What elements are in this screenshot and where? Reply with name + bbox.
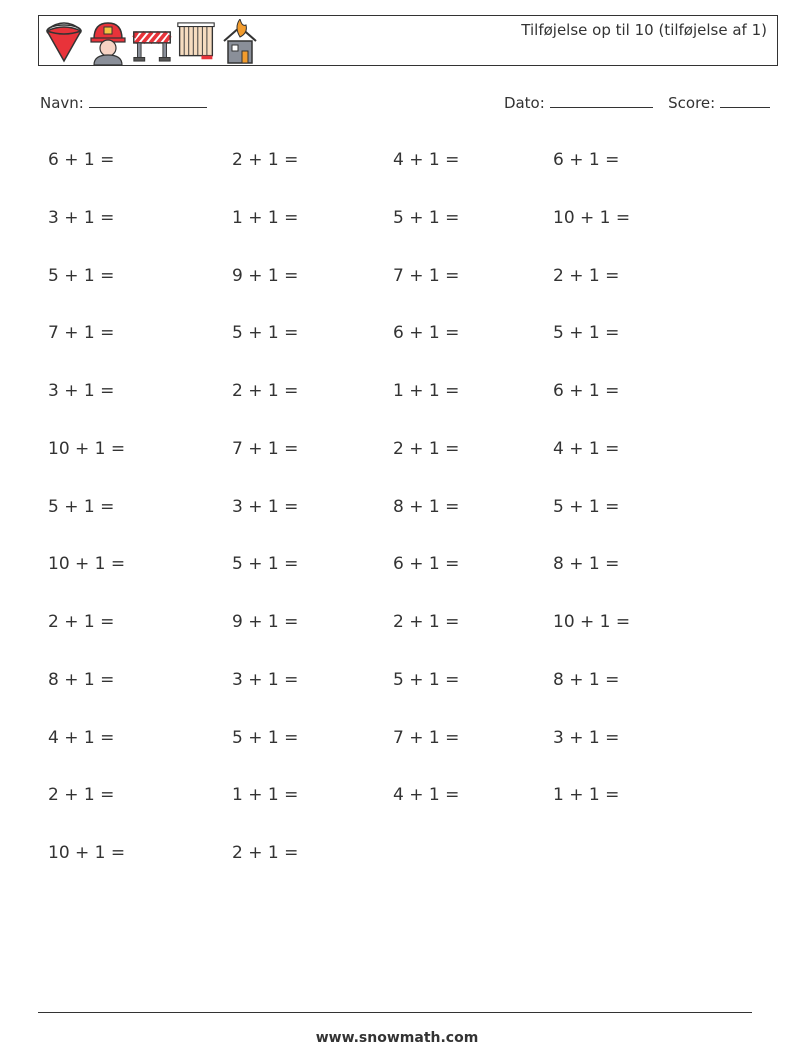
footer-url: www.snowmath.com	[315, 1030, 479, 1046]
problem-item: 2 + 1 =	[48, 785, 115, 806]
score-label: Score:	[668, 94, 716, 112]
problem-item: 2 + 1 =	[232, 843, 299, 863]
problem-item: 2 + 1 =	[232, 381, 299, 401]
header-icons	[44, 19, 260, 65]
problem-item: 7 + 1 =	[393, 727, 460, 748]
date-blank[interactable]	[550, 93, 653, 108]
name-field	[40, 93, 207, 112]
problem-item: 5 + 1 =	[232, 554, 299, 575]
problem-item: 6 + 1 =	[553, 150, 620, 170]
name-label: Navn:	[40, 94, 84, 112]
fire-bucket-icon	[44, 19, 84, 65]
problem-item: 3 + 1 =	[553, 727, 620, 748]
road-barrier-icon	[132, 19, 172, 65]
burning-house-icon	[220, 19, 260, 65]
worksheet-title: Tilføjelse op til 10 (tilføjelse af 1)	[521, 21, 767, 39]
problem-item: 3 + 1 =	[48, 207, 115, 228]
problem-item: 1 + 1 =	[232, 785, 299, 806]
problem-item: 8 + 1 =	[553, 669, 620, 690]
fire-hose-icon	[176, 19, 216, 65]
problem-item: 5 + 1 =	[553, 496, 620, 517]
problem-item: 5 + 1 =	[48, 496, 115, 517]
problem-item: 3 + 1 =	[232, 669, 299, 690]
score-blank[interactable]	[720, 93, 770, 108]
problem-item: 2 + 1 =	[553, 265, 620, 286]
problem-item: 2 + 1 =	[393, 438, 460, 459]
problem-item: 2 + 1 =	[232, 150, 299, 170]
problem-item: 3 + 1 =	[232, 496, 299, 517]
problem-item: 8 + 1 =	[393, 496, 460, 517]
firefighter-icon	[88, 19, 128, 65]
problem-item: 7 + 1 =	[232, 438, 299, 459]
problem-item: 8 + 1 =	[48, 669, 115, 690]
problem-item: 1 + 1 =	[553, 785, 620, 806]
problem-item: 10 + 1 =	[553, 207, 631, 228]
problem-item: 6 + 1 =	[553, 381, 620, 401]
problem-item: 2 + 1 =	[393, 612, 460, 632]
problem-item: 3 + 1 =	[48, 381, 115, 401]
problem-item: 4 + 1 =	[48, 727, 115, 748]
problem-item: 6 + 1 =	[393, 323, 460, 344]
problem-item: 7 + 1 =	[48, 323, 115, 344]
problem-item: 7 + 1 =	[393, 265, 460, 286]
name-blank[interactable]	[89, 93, 207, 108]
date-score-field	[504, 93, 770, 112]
problem-item: 10 + 1 =	[48, 554, 126, 575]
problem-item: 5 + 1 =	[232, 323, 299, 344]
problem-item: 1 + 1 =	[232, 207, 299, 228]
problem-item: 5 + 1 =	[232, 727, 299, 748]
problem-item: 6 + 1 =	[48, 150, 115, 170]
problem-item: 5 + 1 =	[393, 669, 460, 690]
date-label: Dato:	[503, 94, 545, 112]
problem-item: 4 + 1 =	[393, 785, 460, 806]
problem-item: 9 + 1 =	[232, 612, 299, 632]
problem-item: 2 + 1 =	[48, 612, 115, 632]
problem-item: 5 + 1 =	[393, 207, 460, 228]
problem-item: 8 + 1 =	[553, 554, 620, 575]
problem-item: 10 + 1 =	[553, 612, 631, 632]
problem-item: 9 + 1 =	[232, 265, 299, 286]
problem-item: 4 + 1 =	[553, 438, 620, 459]
header-box	[38, 15, 778, 66]
problem-item: 1 + 1 =	[393, 381, 460, 401]
problem-item: 10 + 1 =	[48, 438, 126, 459]
problem-item: 6 + 1 =	[393, 554, 460, 575]
footer-divider	[38, 1012, 752, 1013]
problem-item: 5 + 1 =	[48, 265, 115, 286]
problem-item: 4 + 1 =	[393, 150, 460, 170]
problem-item: 5 + 1 =	[553, 323, 620, 344]
problem-item: 10 + 1 =	[48, 843, 126, 863]
